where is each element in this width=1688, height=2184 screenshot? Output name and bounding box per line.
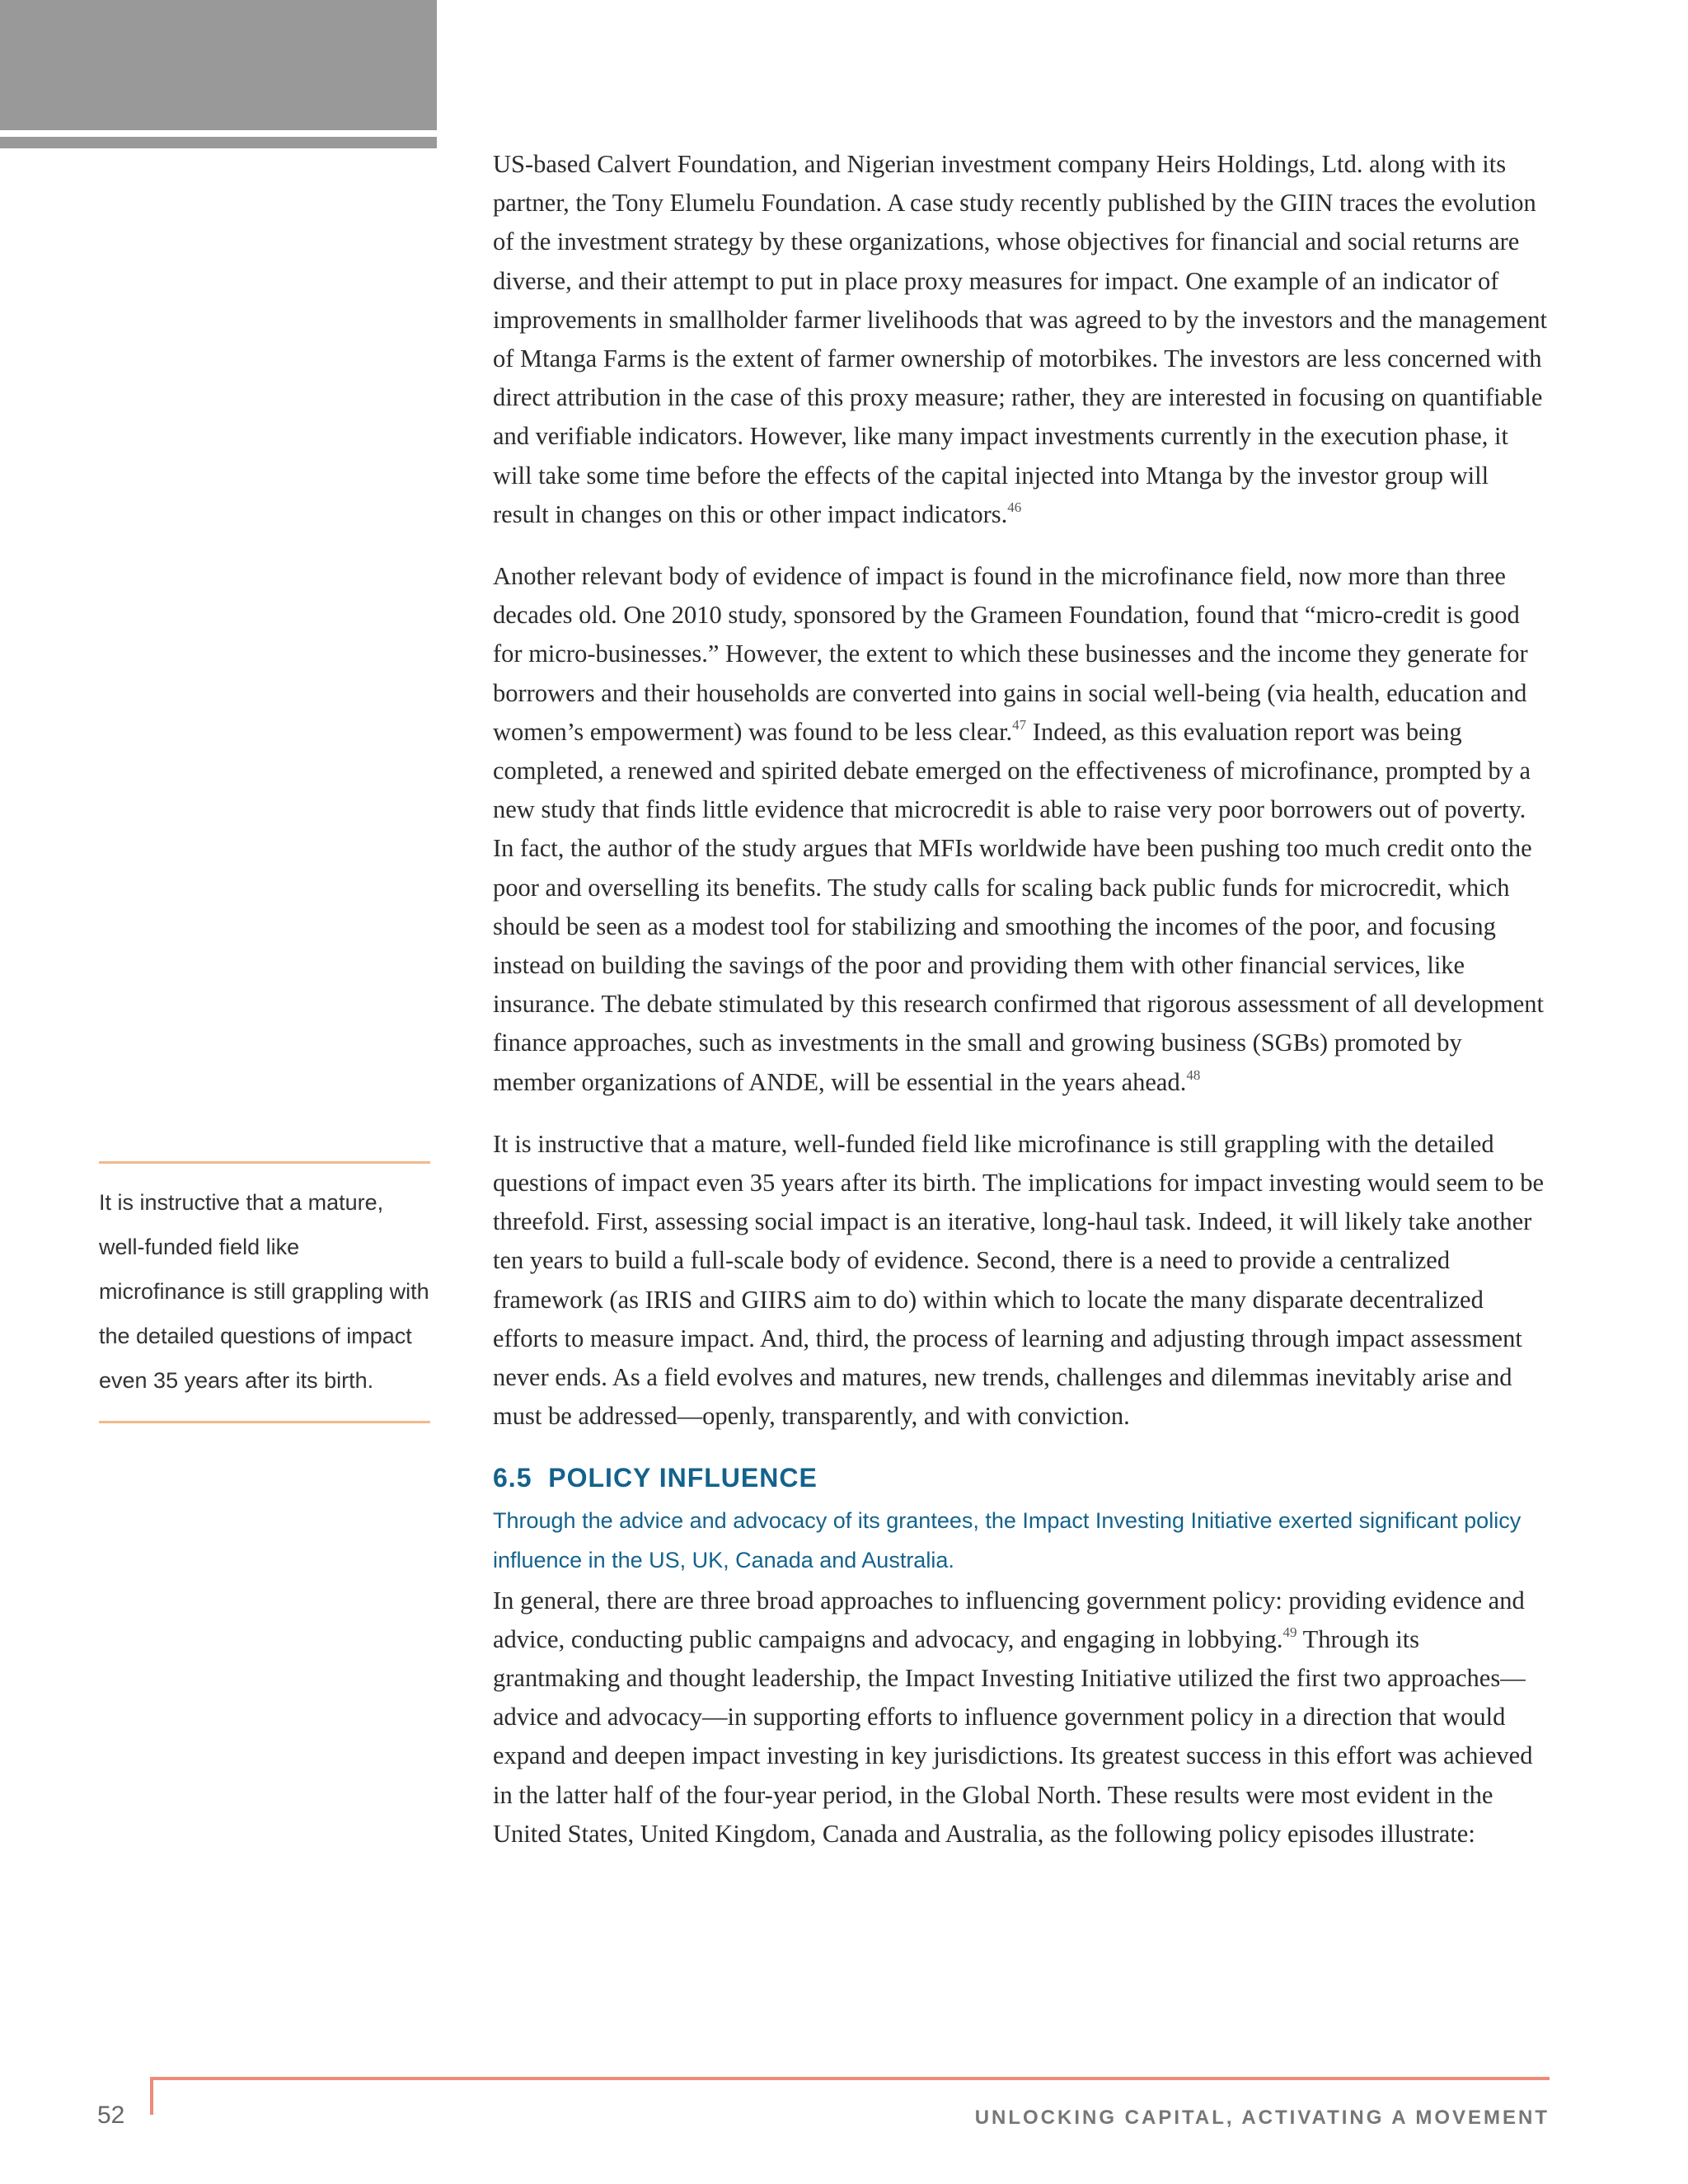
main-column [493, 145, 1548, 1854]
paragraph-calvert-case-study [493, 145, 1548, 534]
paragraph-text: US-based Calvert Foundation, and Nigerian investment company Heirs Holdings, Ltd. along with its partner, the Tony Elumelu Foundation. A case study recently published by the GIIN traces the evolution of the investment strategy by these organizations, whose objectives for financial and social returns are diverse, and their attempt to put in place proxy measures for impact. One example of an indicator of improvements in smallholder farmer livelihoods that was agreed to by the investors and the management of Mtanga Farms is the extent of farmer ownership of motorbikes. The investors are less concerned with direct attribution in the case of this proxy measure; rather, they are interested in focusing on quantifiable and verifiable indicators. However, like many impact investments currently in the execution phase, it will take some time before the effects of the capital injected into Mtanga by the investor group will result in changes on this or other impact indicators. [493, 150, 1547, 528]
paragraph-microfinance-evidence [493, 557, 1548, 1102]
header-gray-rule [0, 137, 437, 148]
section-title: POLICY INFLUENCE [548, 1462, 818, 1493]
footer-rule [150, 2077, 1550, 2080]
paragraph-implications: It is instructive that a mature, well-funded field like microfinance is still grappling with the detailed questions of impact even 35 years after its birth. The implications for impact investing would seem to be threefold. First, assessing social impact is an iterative, long-haul task. Indeed, it will likely take another ten years to build a full-scale body of evidence. Second, there is a need to provide a centralized framework (as IRIS and GIIRS aim to do) within which to locate the many disparate decentralized efforts to measure impact. And, third, the process of learning and adjusting through impact assessment never ends. As a field evolves and matures, new trends, challenges and dilemmas inevitably arise and must be addressed—openly, transparently, and with conviction. [493, 1129, 1545, 1431]
section-number: 6.5 [493, 1462, 532, 1493]
running-title: UNLOCKING CAPITAL, ACTIVATING A MOVEMENT [974, 2107, 1550, 2129]
paragraph-text: Another relevant body of evidence of impact is found in the microfinance field, now more than three decades old. One 2010 study, sponsored by the Grameen Foundation, found that “micro-credit is good for micro-businesses.” However, the extent to which these businesses and the income they generate for borrowers and their households are converted into gains in social well-being (via health, education and women’s empowerment) was found to be less clear. [493, 562, 1528, 746]
paragraph-text: Indeed, as this evaluation report was being completed, a renewed and spirited debate emerged on the effectiveness of microfinance, prompted by a new study that finds little evidence that microcredit is able to raise very poor borrowers out of poverty. In fact, the author of the study argues that MFIs worldwide have been pushing too much credit onto the poor and overselling its benefits. The study calls for scaling back public funds for microcredit, which should be seen as a modest tool for stabilizing and smoothing the incomes of the poor, and focusing instead on building the savings of the poor and providing them with other financial services, like insurance. The debate stimulated by this research confirmed that rigorous assessment of all development finance approaches, such as investments in the small and growing business (SGBs) promoted by member organizations of ANDE, will be essential in the years ahead. [493, 717, 1544, 1096]
page-number: 52 [97, 2102, 125, 2129]
footnote-ref[interactable]: 46 [1007, 499, 1022, 515]
header-gray-block [0, 0, 437, 130]
section-lead: Through the advice and advocacy of its grantees, the Impact Investing Initiative exerted significant policy influence in the US, UK, Canada and Australia. [493, 1507, 1522, 1572]
footnote-ref[interactable]: 48 [1186, 1066, 1201, 1083]
paragraph-policy-approaches [493, 1582, 1548, 1854]
pull-quote [99, 1161, 430, 1423]
footer-rule-tick [150, 2077, 153, 2115]
footnote-ref[interactable]: 47 [1012, 716, 1027, 733]
paragraph-text: Through its grantmaking and thought leadership, the Impact Investing Initiative utilized the first two approaches—advice and advocacy—in supporting efforts to influence government policy in a direction that would expand and deepen impact investing in key jurisdictions. Its greatest success in this effort was achieved in the latter half of the four-year period, in the Global North. These results were most evident in the United States, United Kingdom, Canada and Australia, as the following policy episodes illustrate: [493, 1624, 1533, 1848]
section-heading [493, 1460, 1548, 1496]
paragraph-text: In general, there are three broad approaches to influencing government policy: providing evidence and advice, conducting public campaigns and advocacy, and engaging in lobbying. [493, 1586, 1525, 1653]
pull-quote-text: It is instructive that a mature, well-funded field like microfinance is still grappling with the detailed questions of impact even 35 years after its birth. [99, 1190, 429, 1393]
footnote-ref[interactable]: 49 [1282, 1624, 1297, 1640]
